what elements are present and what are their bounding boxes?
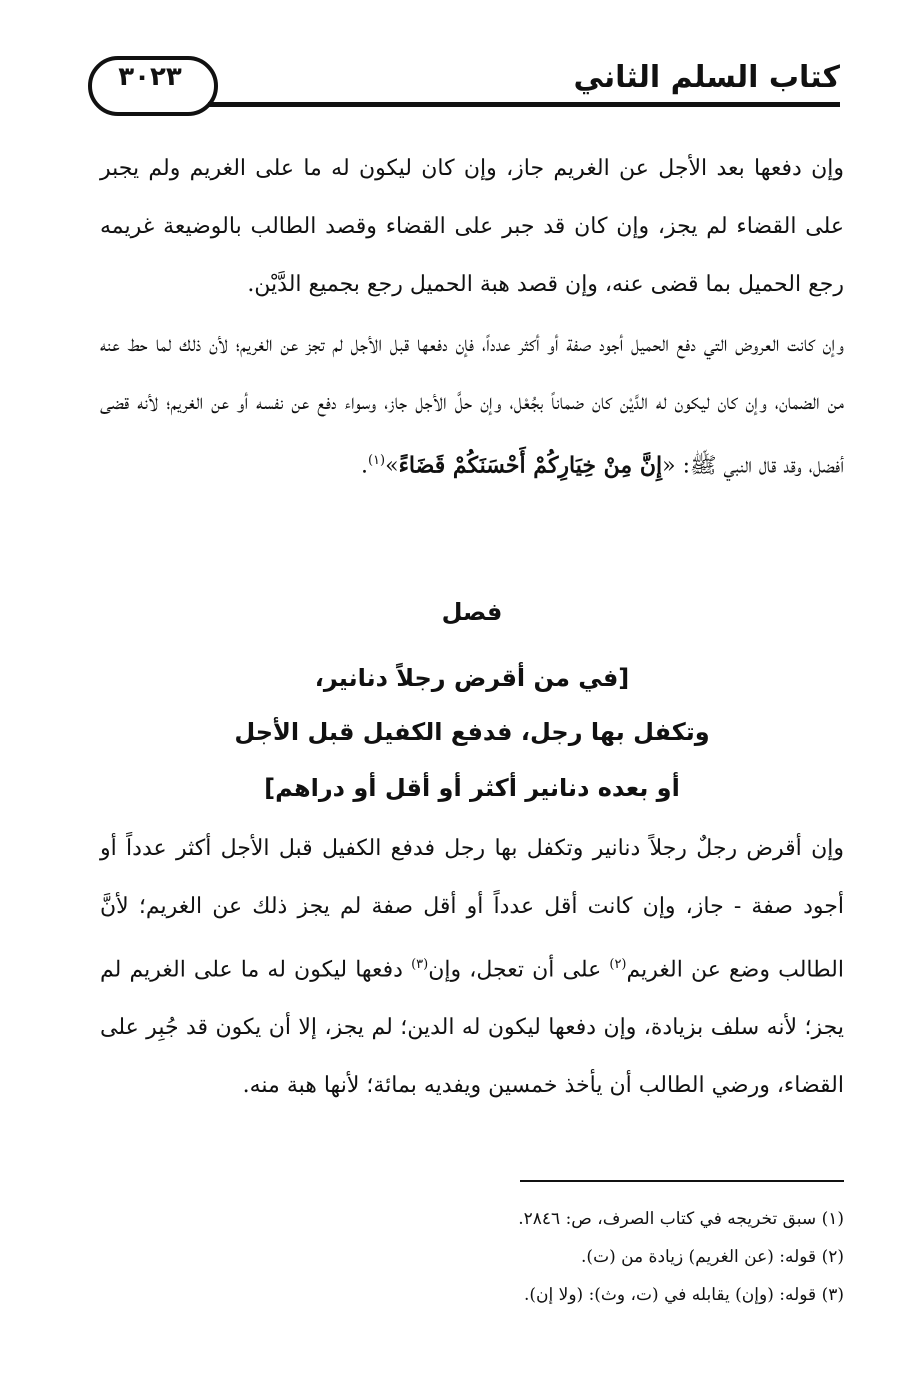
footnote-ref-1: (١) <box>367 453 386 468</box>
section-title-line-3: أو بعده دنانير أكثر أو أقل أو دراهم] <box>264 774 680 802</box>
header-rule <box>208 102 840 107</box>
paragraph-3-text-b: على أن تعجل، وإن <box>428 957 610 983</box>
paragraph-2-text-b: » <box>385 453 399 479</box>
hadith-quote: إِنَّ مِنْ خِيَارِكُمْ أَحْسَنَكُمْ قَضَاءً <box>398 452 663 479</box>
footnote-3: (٣) قوله: (وإن) يقابله في (ت، وث): (ولا إن). <box>523 1285 844 1305</box>
paragraph-1-text: وإن دفعها بعد الأجل عن الغريم جاز، وإن كان ليكون له ما على الغريم ولم يجبر على القضاء لم يجز، وإن كان قد جبر على القضاء وقصد الطالب بالوضيعة غريمه رجع الحميل بما قضى عنه، وإن قصد هبة الحميل رجع بجميع الدَّيْن. <box>100 156 844 297</box>
footnote-separator <box>520 1180 844 1182</box>
page-number: ٣٠٢٣ <box>118 62 182 92</box>
paragraph-3-text-a: وإن أقرض رجلٌ رجلاً دنانير وتكفل بها رجل فدفع الكفيل قبل الأجل أكثر عدداً أو أجود صفة - جاز، وإن كانت أقل عدداً أو أقل صفة لم يجز ذلك عن الغريم؛ لأنَّ الطالب وضع عن الغريم <box>100 836 844 983</box>
paragraph-3-text <box>100 820 844 1115</box>
paragraph-3-text-c: دفعها ليكون له ما على الغريم لم يجز؛ لأنه سلف بزيادة، وإن دفعها ليكون له الدين؛ لم يجز، إلا أن يكون قد جُبِر على القضاء، ورضي الطالب أن يأخذ خمسين ويفديه بمائة؛ لأنها هبة منه. <box>100 957 844 1099</box>
section-title-line-1: [في من أقرض رجلاً دنانير، <box>314 664 630 692</box>
paragraph-2-text <box>100 316 844 495</box>
page-header <box>88 56 840 112</box>
paragraph-2-text-c: . <box>360 453 368 479</box>
footnote-ref-3: (٣) <box>411 957 429 972</box>
footnote-1: (١) سبق تخريجه في كتاب الصرف، ص: ٢٨٤٦. <box>518 1209 844 1229</box>
footnotes <box>100 1200 844 1314</box>
book-title: كتاب السلم الثاني <box>573 60 840 95</box>
paragraph-1 <box>100 140 844 314</box>
section-title-line-2: وتكفل بها رجل، فدفع الكفيل قبل الأجل <box>234 718 710 746</box>
section-heading-fasl: فصل <box>441 598 503 626</box>
paragraph-2-text-a: وإن كانت العروض التي دفع الحميل أجود صفة أو أكثر عدداً، فإن دفعها قبل الأجل لم تجز عن الغريم؛ لأن ذلك لما حط عنه من الضمان، وإن كان ليكون له الدَّيْن كان ضماناً بجُعْل، وإن حلَّ الأجل جاز، وسواء دفع عن نفسه أو عن الغريم؛ لأنه قضى أفضل، وقد قال النبي ﷺ: « <box>100 332 844 479</box>
paragraph-3 <box>100 820 844 1115</box>
footnote-ref-2: (٢) <box>609 957 627 972</box>
footnote-2: (٢) قوله: (عن الغريم) زيادة من (ت). <box>581 1247 844 1267</box>
paragraph-2 <box>100 316 844 495</box>
